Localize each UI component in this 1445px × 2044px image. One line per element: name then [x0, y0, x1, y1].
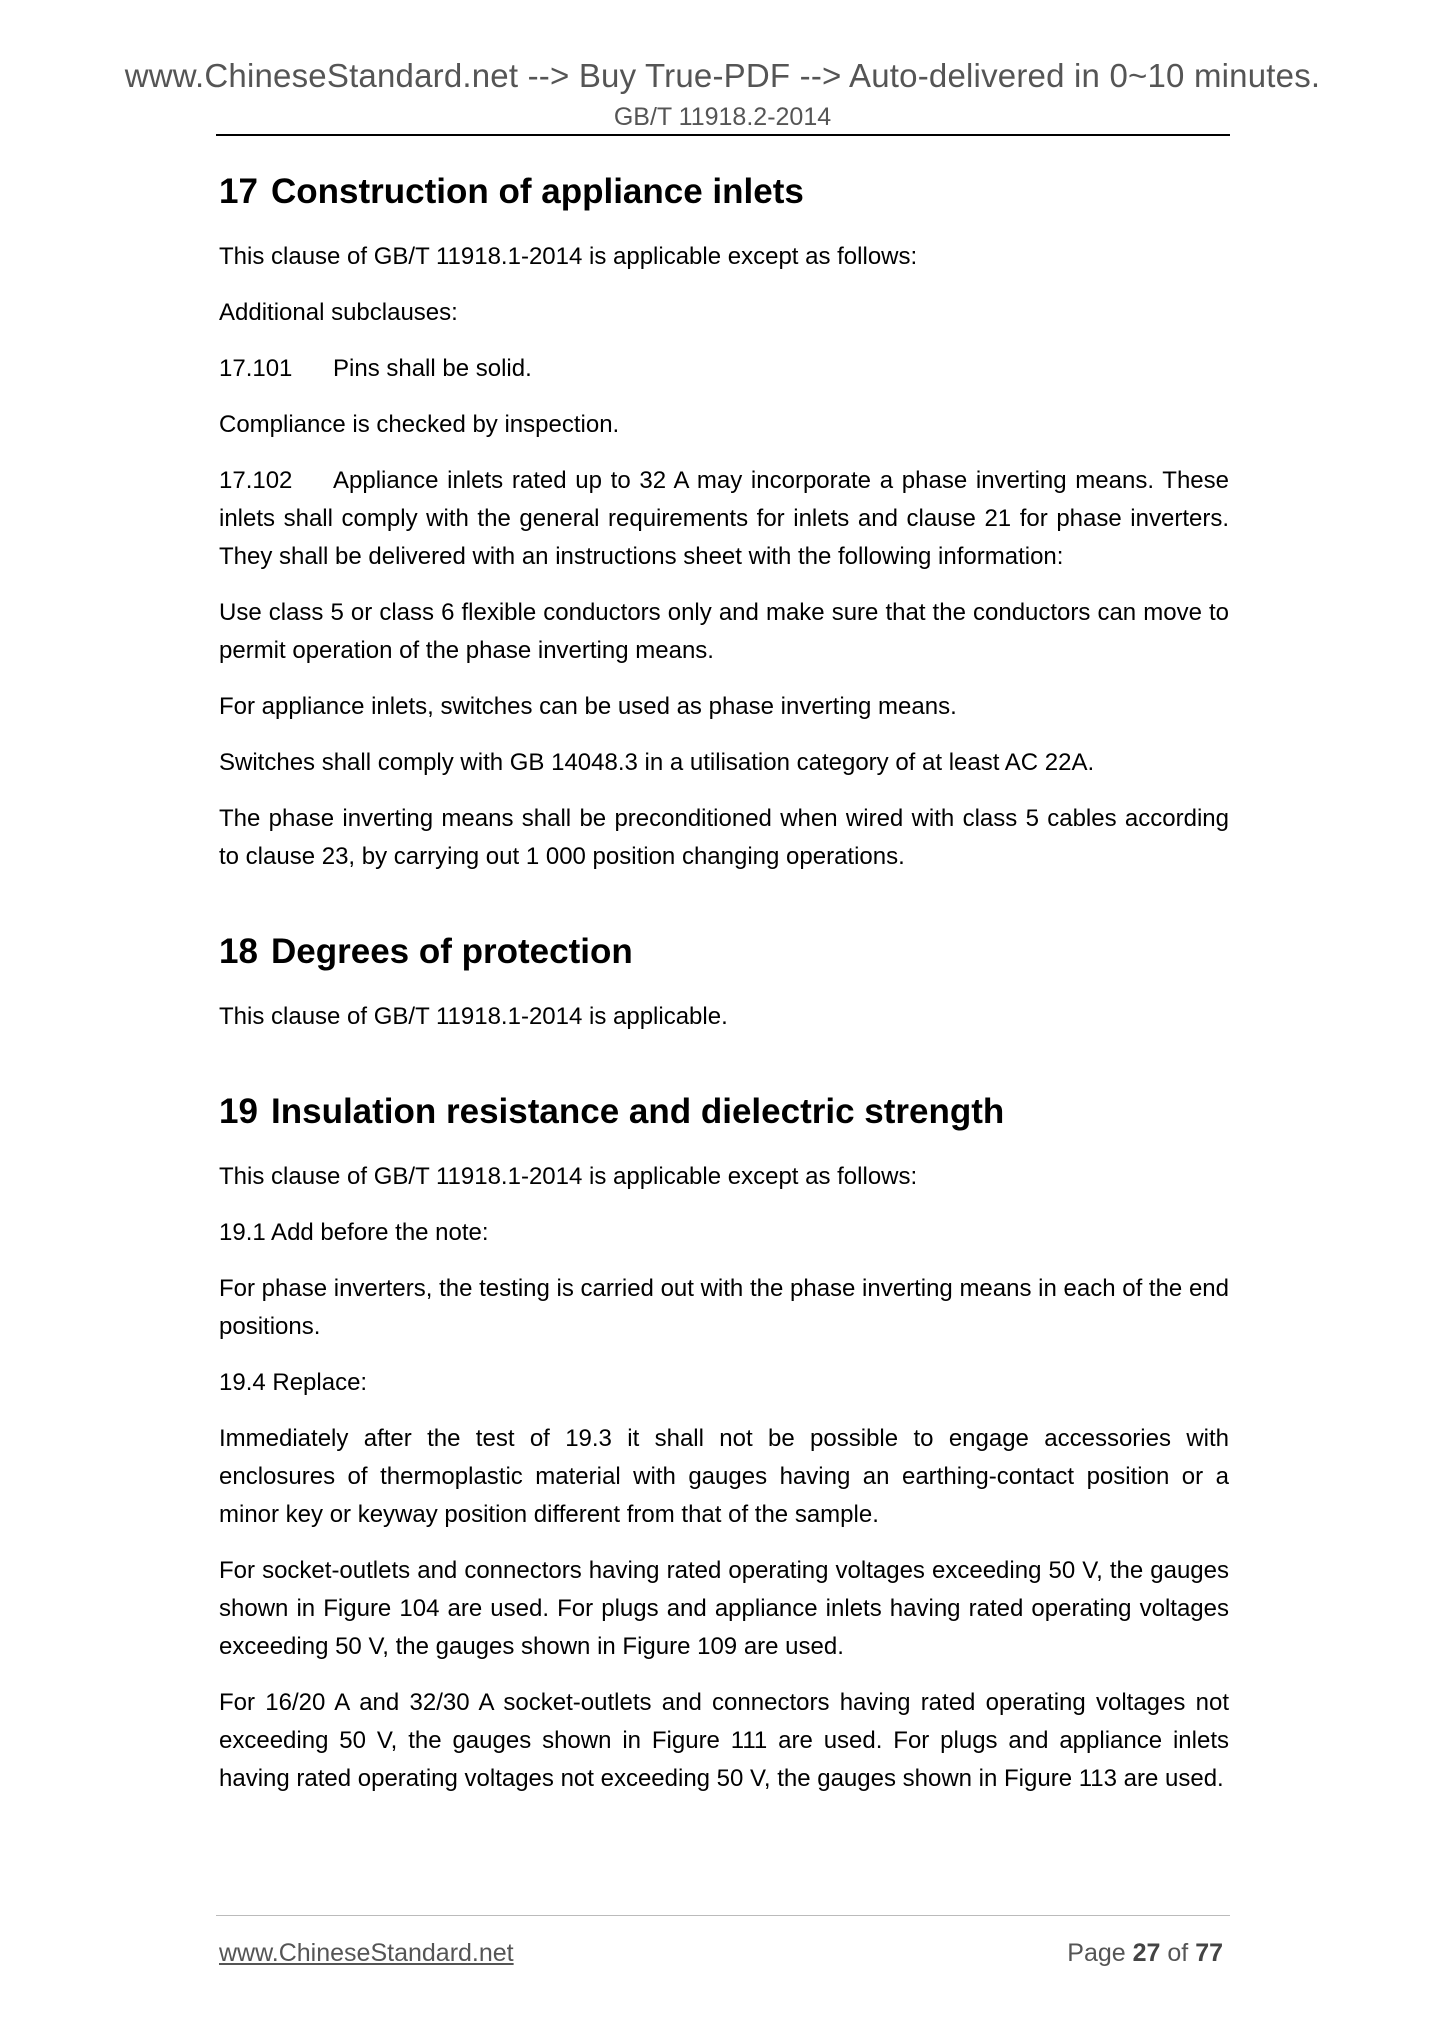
- subclause-17-101-text: Pins shall be solid.: [333, 355, 532, 382]
- footer-page-word: Page: [1067, 1939, 1126, 1967]
- header-divider: [216, 134, 1230, 136]
- section-18-text: This clause of GB/T 11918.1-2014 is applicable.: [219, 1003, 728, 1030]
- section-17-heading: [219, 170, 1229, 214]
- footer-page-current: 27: [1132, 1939, 1161, 1967]
- footer-page-total: 77: [1195, 1939, 1223, 1967]
- subclause-19-1-label: 19.1 Add before the note:: [219, 1219, 489, 1246]
- section-17-intro: This clause of GB/T 11918.1-2014 is applicable except as follows:: [219, 243, 918, 270]
- page-content: [219, 170, 1229, 1798]
- section-18-heading: [219, 930, 1229, 974]
- section-19-title: Insulation resistance and dielectric strength: [271, 1092, 1005, 1131]
- footer-page-indicator: [1067, 1938, 1223, 1968]
- subclause-17-101: [219, 350, 1229, 388]
- paragraph-socket-outlets: For socket-outlets and connectors having rated operating voltages exceeding 50 V, the gauges shown in Figure 104 are used. For plugs and appliance inlets having rated operating voltages exceeding 50 V, the gauges shown in Figure 109 are used.: [219, 1557, 1229, 1660]
- section-19-intro: This clause of GB/T 11918.1-2014 is applicable except as follows:: [219, 1163, 918, 1190]
- section-17-title: Construction of appliance inlets: [271, 172, 804, 211]
- subclause-17-102-text: Appliance inlets rated up to 32 A may incorporate a phase inverting means. These inlets shall comply with the general requirements for inlets and clause 21 for phase inverters. They shall be delivered with an instructions sheet with the following information:: [219, 467, 1229, 570]
- paragraph-preconditioned: The phase inverting means shall be preconditioned when wired with class 5 cables according to clause 23, by carrying out 1 000 position changing operations.: [219, 805, 1229, 870]
- subclause-17-102-number: 17.102: [219, 467, 293, 494]
- header-banner: www.ChineseStandard.net --> Buy True-PDF --> Auto-delivered in 0~10 minutes.: [124, 57, 1321, 94]
- paragraph-switches: Switches shall comply with GB 14048.3 in a utilisation category of at least AC 22A.: [219, 749, 1095, 776]
- paragraph-phase-inverters: For phase inverters, the testing is carried out with the phase inverting means in each of the end positions.: [219, 1275, 1229, 1340]
- section-18-title: Degrees of protection: [271, 932, 633, 971]
- section-19-number: 19: [219, 1092, 258, 1131]
- paragraph-immediately: Immediately after the test of 19.3 it shall not be possible to engage accessories with enclosures of thermoplastic material with gauges having an earthing-contact position or a minor key or keyway position different from that of the sample.: [219, 1425, 1229, 1528]
- paragraph-appliance-inlets: For appliance inlets, switches can be used as phase inverting means.: [219, 693, 957, 720]
- footer-of-word: of: [1167, 1939, 1189, 1967]
- header-standard-number: GB/T 11918.2-2014: [613, 103, 832, 131]
- subclause-17-101-number: 17.101: [219, 355, 293, 382]
- section-18-number: 18: [219, 932, 258, 971]
- paragraph-16-20-a: For 16/20 A and 32/30 A socket-outlets and connectors having rated operating voltages not exceeding 50 V, the gauges shown in Figure 111 are used. For plugs and appliance inlets having rated operating voltages not exceeding 50 V, the gauges shown in Figure 113 are used.: [219, 1689, 1229, 1792]
- subclause-19-4-label: 19.4 Replace:: [219, 1369, 368, 1396]
- subclause-17-102: [219, 462, 1229, 576]
- additional-subclauses-label: Additional subclauses:: [219, 299, 458, 326]
- footer-site-link[interactable]: www.ChineseStandard.net: [219, 1939, 514, 1967]
- compliance-text: Compliance is checked by inspection.: [219, 411, 620, 438]
- section-17-number: 17: [219, 172, 258, 211]
- footer-divider: [216, 1915, 1230, 1916]
- paragraph-use-conductors: Use class 5 or class 6 flexible conductors only and make sure that the conductors can move to permit operation of the phase inverting means.: [219, 599, 1229, 664]
- section-19-heading: [219, 1090, 1229, 1134]
